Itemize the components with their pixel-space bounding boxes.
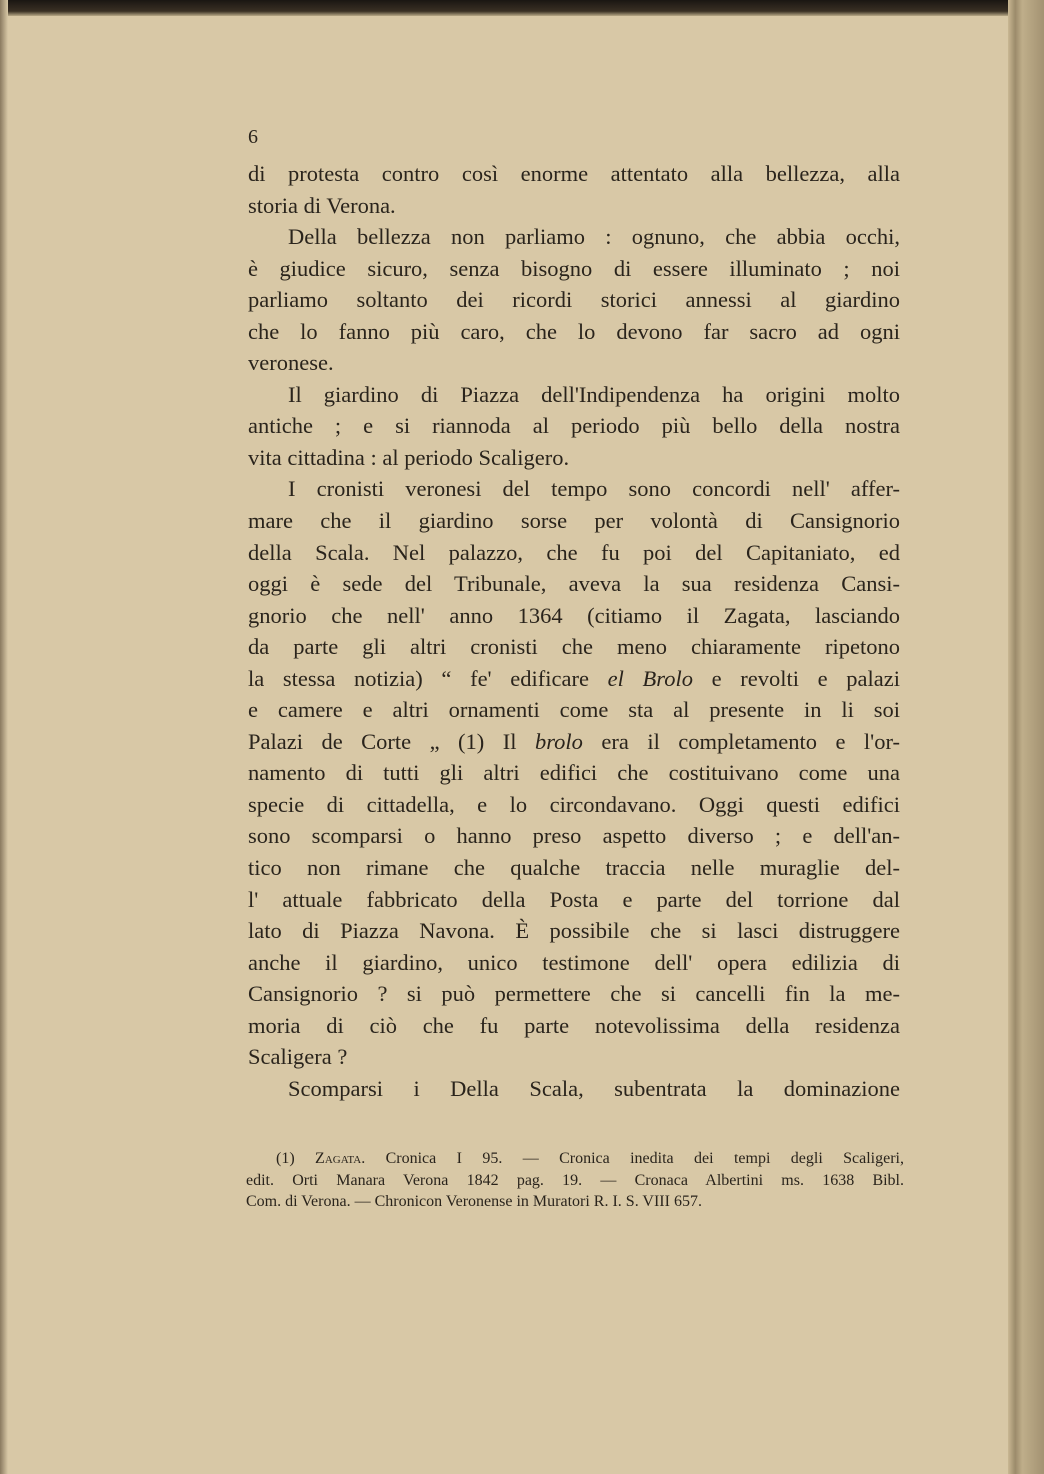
text-segment: . Cronica I 95. — Cronica inedita dei tempi degli Scaligeri, [361, 1150, 905, 1167]
text-segment: di protesta contro così enorme attentato alla bellezza, alla [248, 161, 900, 186]
text-line [248, 190, 900, 222]
text-segment: tico non rimane che qualche traccia nelle muraglie del- [248, 855, 900, 881]
text-segment: anche il giardino, unico testimone dell' opera edilizia di [248, 949, 900, 975]
text-line [248, 221, 900, 253]
text-segment: gnorio che nell' anno 1364 (citiamo il Zagata, lasciando [248, 602, 900, 628]
footnote-line [246, 1191, 904, 1213]
text-line [248, 284, 900, 316]
text-line [248, 915, 900, 947]
text-segment: lato di Piazza Navona. È possibile che si lasci distruggere [248, 918, 900, 944]
footnote-line [246, 1170, 904, 1192]
text-segment: mare che il giardino sorse per volontà di Cansignorio [248, 508, 900, 534]
text-line [248, 379, 900, 411]
text-segment: Scaligera ? [248, 1044, 348, 1070]
text-segment: (1) [276, 1150, 316, 1167]
text-segment: e camere e altri ornamenti come sta al presente in li soi [248, 697, 900, 723]
footnote [246, 1148, 904, 1213]
text-line [248, 347, 900, 379]
page-binding-edge [1008, 0, 1044, 1474]
text-line [248, 694, 900, 726]
text-segment: Cansignorio ? si può permettere che si cancelli fin la me- [248, 981, 900, 1007]
text-segment: era il completamento e l'or- [582, 728, 901, 754]
text-line [248, 537, 900, 569]
text-segment: parliamo soltanto dei ricordi storici annessi al giardino [248, 287, 900, 313]
text-segment: della Scala. Nel palazzo, che fu poi del Capitaniato, ed [248, 539, 900, 565]
text-line [248, 884, 900, 916]
italic-text: el Brolo [607, 665, 693, 691]
text-segment: Palazi de Corte „ (1) Il [248, 728, 535, 754]
page-number: 6 [248, 126, 258, 148]
text-line [248, 789, 900, 821]
text-segment: Della bellezza non parliamo : ognuno, che abbia occhi, [288, 224, 900, 250]
text-line [248, 820, 900, 852]
text-line [248, 473, 900, 505]
text-line [248, 757, 900, 789]
text-segment: veronese. [248, 350, 334, 376]
text-line [248, 978, 900, 1010]
text-line [248, 1073, 900, 1105]
text-segment: è giudice sicuro, senza bisogno di essere illuminato ; noi [248, 255, 900, 281]
text-line [248, 947, 900, 979]
text-line [248, 726, 900, 758]
text-segment: namento di tutti gli altri edifici che costituivano come una [248, 760, 900, 786]
italic-text: brolo [534, 728, 583, 754]
text-segment: I cronisti veronesi del tempo sono concordi nell' affer- [288, 476, 900, 502]
footnote-line [246, 1148, 904, 1170]
text-segment: oggi è sede del Tribunale, aveva la sua residenza Cansi- [248, 571, 900, 597]
text-line [248, 1041, 900, 1073]
text-segment: la stessa notizia) “ fe' edificare [248, 665, 608, 691]
text-segment: Il giardino di Piazza dell'Indipendenza ha origini molto [288, 381, 900, 407]
text-segment: vita cittadina : al periodo Scaligero. [248, 444, 570, 470]
text-line [248, 1010, 900, 1042]
text-line [248, 568, 900, 600]
text-segment: da parte gli altri cronisti che meno chiaramente ripetono [248, 634, 900, 660]
text-segment: sono scomparsi o hanno preso aspetto diverso ; e dell'an- [248, 823, 900, 849]
scan-top-border [0, 0, 1044, 16]
body-text [248, 158, 900, 1104]
text-line [248, 253, 900, 285]
text-line [248, 410, 900, 442]
text-segment: Com. di Verona. — Chronicon Veronense in Muratori R. I. S. VIII 657. [246, 1193, 702, 1210]
text-segment: antiche ; e si riannoda al periodo più bello della nostra [248, 413, 900, 439]
scan-left-edge [0, 0, 8, 1474]
text-line [248, 852, 900, 884]
text-line [248, 158, 900, 190]
text-segment: moria di ciò che fu parte notevolissima della residenza [248, 1012, 900, 1038]
text-segment: l' attuale fabbricato della Posta e parte del torrione dal [248, 886, 900, 912]
text-segment: che lo fanno più caro, che lo devono far sacro ad ogni [248, 318, 900, 344]
text-line [248, 505, 900, 537]
text-segment: e revolti e palazi [692, 665, 901, 691]
text-line [248, 316, 900, 348]
text-segment: Zagata [315, 1150, 362, 1167]
text-line [248, 442, 900, 474]
text-line [248, 631, 900, 663]
text-segment: Scomparsi i Della Scala, subentrata la dominazione [288, 1075, 900, 1101]
text-segment: storia di Verona. [248, 192, 396, 218]
text-segment: specie di cittadella, e lo circondavano. Oggi questi edifici [248, 791, 900, 817]
text-line [248, 600, 900, 632]
text-segment: edit. Orti Manara Verona 1842 pag. 19. — Cronaca Albertini ms. 1638 Bibl. [246, 1171, 904, 1189]
text-line [248, 663, 900, 695]
